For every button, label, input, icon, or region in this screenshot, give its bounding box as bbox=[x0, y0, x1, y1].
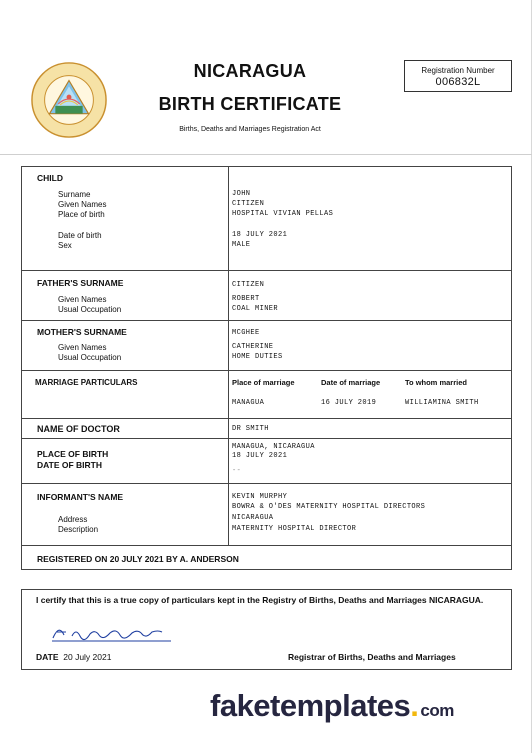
registrar-signature bbox=[50, 620, 172, 644]
description-label: Description bbox=[58, 525, 99, 534]
sex-label: Sex bbox=[58, 241, 72, 250]
place-of-birth-title: PLACE OF BIRTH bbox=[37, 449, 109, 459]
married-to-header: To whom married bbox=[405, 378, 467, 387]
date-value: 20 July 2021 bbox=[63, 652, 112, 662]
marriage-place-header: Place of marriage bbox=[232, 378, 295, 387]
informant-address-line1: BOWRA & O'DES MATERNITY HOSPITAL DIRECTORS bbox=[232, 503, 426, 511]
birth-row bbox=[22, 439, 511, 484]
child-sex-value: MALE bbox=[232, 241, 251, 249]
child-place-of-birth-value: HOSPITAL VIVIAN PELLAS bbox=[232, 210, 334, 218]
informant-section-title: INFORMANT'S NAME bbox=[37, 492, 124, 502]
nicaragua-coat-of-arms-icon bbox=[30, 61, 108, 139]
informant-description-value: MATERNITY HOSPITAL DIRECTOR bbox=[232, 525, 357, 533]
registration-act: Births, Deaths and Marriages Registration Act bbox=[179, 126, 321, 133]
marriage-place-value: MANAGUA bbox=[232, 399, 265, 407]
column-divider bbox=[228, 271, 229, 321]
father-section-title: FATHER'S SURNAME bbox=[37, 278, 124, 288]
mother-row bbox=[22, 321, 511, 371]
doctor-row bbox=[22, 419, 511, 439]
certification-text: I certify that this is a true copy of particulars kept in the Registry of Births, Deaths and Marriages NICARAGUA. bbox=[36, 595, 484, 605]
mother-section-title: MOTHER'S SURNAME bbox=[37, 327, 127, 337]
father-given-names-label: Given Names bbox=[58, 295, 107, 304]
registered-statement: REGISTERED ON 20 JULY 2021 BY A. ANDERSON bbox=[37, 554, 239, 564]
certification-date bbox=[36, 652, 111, 662]
place-of-birth-label: Place of birth bbox=[58, 210, 105, 219]
given-names-label: Given Names bbox=[58, 200, 107, 209]
birth-extra-value: -- bbox=[232, 467, 242, 475]
column-divider bbox=[228, 167, 229, 271]
married-to-value: WILLIAMINA SMITH bbox=[405, 399, 479, 407]
child-row bbox=[22, 167, 511, 271]
mother-occupation-value: HOME DUTIES bbox=[232, 353, 283, 361]
birth-date-value: 18 JULY 2021 bbox=[232, 452, 288, 460]
mother-given-names-value: CATHERINE bbox=[232, 343, 274, 351]
date-of-birth-label: Date of birth bbox=[58, 231, 102, 240]
registrar-title: Registrar of Births, Deaths and Marriages bbox=[288, 652, 456, 662]
document-title-country: NICARAGUA bbox=[193, 61, 307, 81]
registration-number: 006832L bbox=[435, 76, 481, 88]
mother-occupation-label: Usual Occupation bbox=[58, 353, 122, 362]
father-occupation-value: COAL MINER bbox=[232, 305, 279, 313]
doctor-name-value: DR SMITH bbox=[232, 425, 269, 433]
registration-number-label: Registration Number bbox=[421, 66, 495, 75]
column-divider bbox=[228, 439, 229, 484]
column-divider bbox=[228, 321, 229, 371]
child-section-title: CHILD bbox=[37, 173, 63, 183]
surname-label: Surname bbox=[58, 190, 91, 199]
marriage-section-title: MARRIAGE PARTICULARS bbox=[35, 378, 138, 387]
informant-address-line2: NICARAGUA bbox=[232, 514, 274, 522]
header-divider bbox=[0, 154, 532, 155]
mother-surname-value: MCGHEE bbox=[232, 329, 260, 337]
father-given-names-value: ROBERT bbox=[232, 295, 260, 303]
father-occupation-label: Usual Occupation bbox=[58, 305, 122, 314]
mother-given-names-label: Given Names bbox=[58, 343, 107, 352]
column-divider bbox=[228, 484, 229, 546]
father-surname-value: CITIZEN bbox=[232, 281, 265, 289]
child-date-of-birth-value: 18 JULY 2021 bbox=[232, 231, 288, 239]
date-of-birth-title: DATE OF BIRTH bbox=[37, 460, 103, 470]
father-row bbox=[22, 271, 511, 321]
marriage-row bbox=[22, 371, 511, 419]
watermark-main-text: faketemplates bbox=[210, 688, 411, 723]
column-divider bbox=[228, 371, 229, 419]
watermark-dot: . bbox=[410, 688, 419, 723]
registration-number-box bbox=[404, 60, 512, 92]
marriage-date-value: 16 JULY 2019 bbox=[321, 399, 377, 407]
certification-box bbox=[21, 589, 512, 670]
doctor-section-title: NAME OF DOCTOR bbox=[37, 424, 120, 434]
informant-name-value: KEVIN MURPHY bbox=[232, 493, 288, 501]
column-divider bbox=[228, 419, 229, 439]
watermark-suffix: com bbox=[420, 701, 454, 720]
birth-place-value: MANAGUA, NICARAGUA bbox=[232, 443, 315, 451]
date-label: DATE bbox=[36, 652, 59, 662]
address-label: Address bbox=[58, 515, 88, 524]
particulars-table bbox=[21, 166, 512, 570]
informant-row bbox=[22, 484, 511, 546]
child-given-names-value: CITIZEN bbox=[232, 200, 265, 208]
marriage-date-header: Date of marriage bbox=[321, 378, 381, 387]
document-title: BIRTH CERTIFICATE bbox=[158, 94, 342, 114]
watermark-logo bbox=[210, 688, 454, 724]
child-surname-value: JOHN bbox=[232, 190, 251, 198]
